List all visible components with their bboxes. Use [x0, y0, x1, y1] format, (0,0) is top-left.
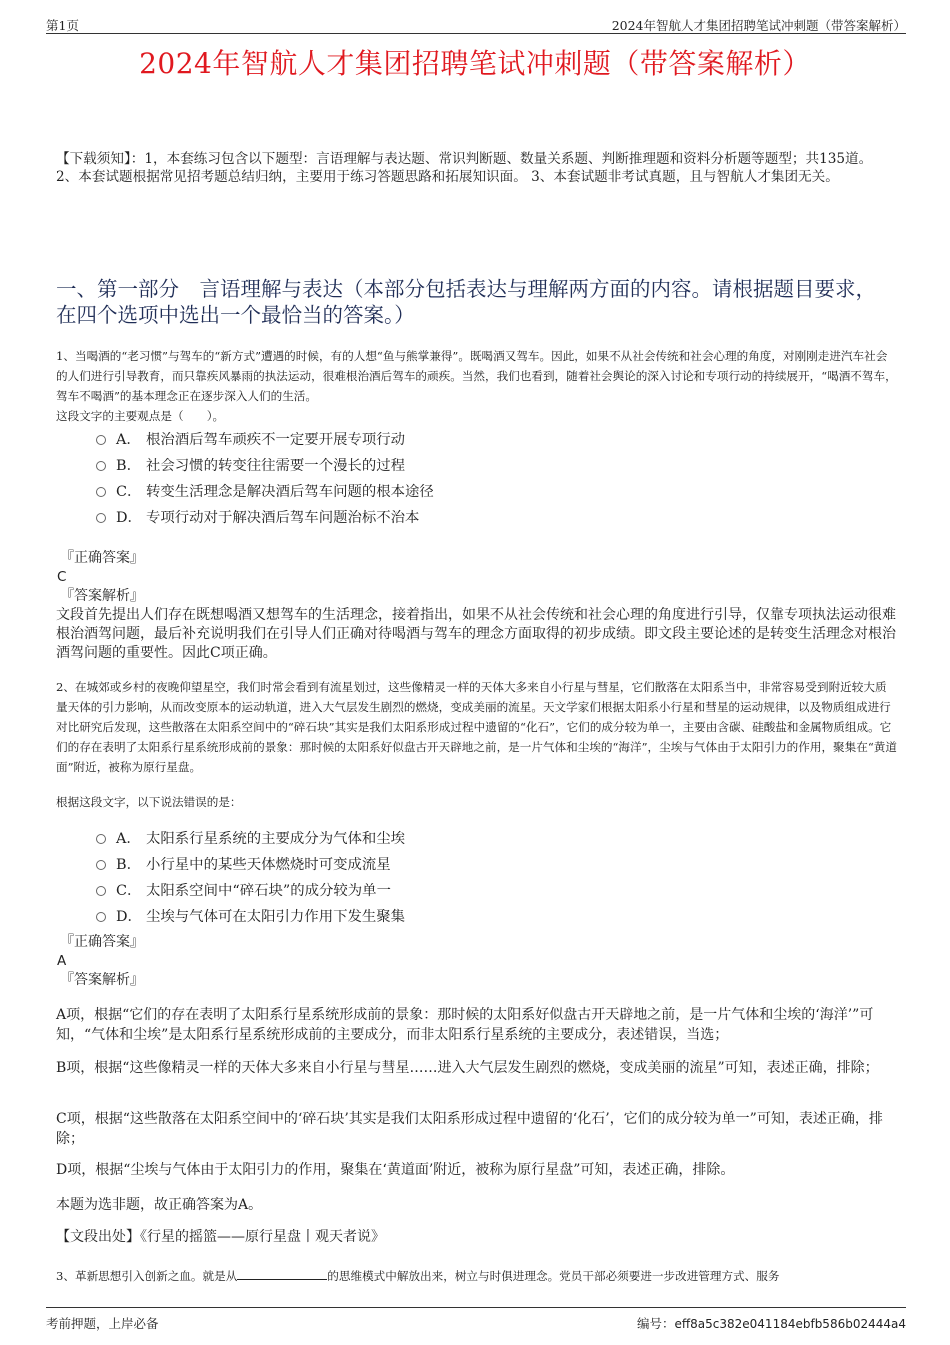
option-d[interactable] [96, 902, 796, 928]
document-title: 2024年智航人才集团招聘笔试冲刺题（带答案解析） [139, 47, 811, 80]
page-footer [46, 1307, 906, 1333]
analysis-item-b: B项，根据“这些像精灵一样的天体大多来自小行星与彗星……进入大气层发生剧烈的燃烧，变成美丽的流星”可知，表述正确，排除； [56, 1060, 879, 1076]
option-text: 小行星中的某些天体燃烧时可变成流星 [146, 856, 391, 873]
radio-icon[interactable] [96, 461, 106, 471]
question-1-options [96, 425, 796, 529]
code-label: 编号： [636, 1316, 675, 1331]
header-doc-title: 2024年智航人才集团招聘笔试冲刺题（带答案解析） [611, 18, 906, 33]
text-source: 【文段出处】《行星的摇篮——原行星盘丨观天者说》 [56, 1229, 385, 1245]
question-stem-text: 的思维模式中解放出来，树立与时俱进理念。党员干部必须要进一步改进管理方式、服务 [327, 1269, 780, 1283]
analysis-item-c: C项，根据“这些散落在太阳系空间中的‘碎石块’其实是我们太阳系形成过程中遗留的‘化石’，它们的成分较为单一”可知，表述正确，排除； [56, 1111, 883, 1147]
radio-icon[interactable] [96, 435, 106, 445]
question-1-stem [56, 346, 898, 426]
radio-icon[interactable] [96, 860, 106, 870]
option-letter: B． [116, 856, 141, 873]
question-2-answer [56, 933, 898, 990]
analysis-label: 『答案解析』 [60, 972, 144, 988]
option-letter: B． [116, 457, 141, 474]
page-header [46, 14, 906, 34]
radio-icon[interactable] [96, 834, 106, 844]
answer-value: A [57, 953, 67, 969]
option-text: 社会习惯的转变往往需要一个漫长的过程 [146, 457, 406, 474]
analysis-text: 文段首先提出人们存在既想喝酒又想驾车的生活理念，接着指出，如果不从社会传统和社会心理的角度进行引导，仅靠专项执法运动很难根治酒驾问题，最后补充说明我们在引导人们正确对待喝酒与驾车的理念方面取得的初步成绩。即文段主要论述的是转变生活理念对根治酒驾问题的重要性。因此C项正确。 [56, 607, 896, 661]
radio-icon[interactable] [96, 513, 106, 523]
option-text: 专项行动对于解决酒后驾车问题治标不治本 [146, 509, 420, 526]
question-2-options [96, 824, 796, 928]
option-b[interactable] [96, 850, 796, 876]
option-letter: C． [116, 483, 142, 500]
option-c[interactable] [96, 876, 796, 902]
download-notice: 【下载须知】：1，本套练习包含以下题型：言语理解与表达题、常识判断题、数量关系题、判断推理题和资料分析题等题型；共135道。 2、本套试题根据常见招考题总结归纳，主要用于练习答题思路和拓展知识面。 3、本套试题非考试真题，且与智航人才集团无关。 [56, 151, 873, 185]
radio-icon[interactable] [96, 487, 106, 497]
radio-icon[interactable] [96, 912, 106, 922]
question-prompt: 这段文字的主要观点是（ ）。 [56, 409, 225, 423]
fill-blank[interactable] [237, 1268, 327, 1280]
option-d[interactable] [96, 503, 796, 529]
option-text: 太阳系空间中“碎石块”的成分较为单一 [146, 882, 391, 899]
radio-icon[interactable] [96, 886, 106, 896]
option-text: 转变生活理念是解决酒后驾车问题的根本途径 [146, 483, 434, 500]
document-code [637, 1314, 906, 1332]
option-letter: D． [116, 908, 142, 925]
question-stem-text: 1、当喝酒的“老习惯”与驾车的“新方式”遭遇的时候，有的人想“鱼与熊掌兼得”。既喝酒又驾车。因此，如果不从社会传统和社会心理的角度，对刚刚走进汽车社会的人们进行引导教育，而只靠疾风暴雨的执法运动，很难根治酒后驾车的顽疾。当然，我们也看到，随着社会舆论的深入讨论和专项行动的持续展开，“喝酒不驾车，驾车不喝酒”的基本理念正在逐步深入人们的生活。 [56, 349, 897, 403]
question-2-prompt: 根据这段文字，以下说法错误的是： [56, 795, 242, 809]
page-number: 第1页 [46, 18, 79, 33]
option-c[interactable] [96, 477, 796, 503]
question-2-stem: 2、在城郊或乡村的夜晚仰望星空，我们时常会看到有流星划过，这些像精灵一样的天体大多来自小行星与彗星，它们散落在太阳系当中，非常容易受到附近较大质量天体的引力影响，从而改变原本的运动轨道，进入大气层发生剧烈的燃烧，变成美丽的流星。天文学家们根据太阳系小行星和彗星的运动规律，以及物质组成进行对比研究后发现，这些散落在太阳系空间中的“碎石块”其实是我们太阳系形成过程中遗留的“化石”，它们的成分较为单一，主要由含碳、硅酸盐和金属物质组成。它们的存在表明了太阳系行星系统形成前的景象：那时候的太阳系好似盘古开天辟地之前，是一片气体和尘埃的“海洋”，尘埃与气体由于太阳引力的作用，聚集在“黄道面”附近，被称为原行星盘。 [56, 680, 897, 774]
answer-value: C [57, 569, 67, 585]
analysis-conclusion: 本题为选非题，故正确答案为A。 [56, 1197, 263, 1213]
answer-label: 『正确答案』 [60, 550, 144, 566]
footer-slogan: 考前押题，上岸必备 [46, 1316, 159, 1331]
option-text: 太阳系行星系统的主要成分为气体和尘埃 [146, 830, 406, 847]
option-text: 尘埃与气体可在太阳引力作用下发生聚集 [146, 908, 406, 925]
answer-label: 『正确答案』 [60, 934, 144, 950]
question-1-answer [56, 549, 898, 663]
option-text: 根治酒后驾车顽疾不一定要开展专项行动 [146, 431, 406, 448]
option-letter: A． [116, 830, 141, 847]
option-a[interactable] [96, 824, 796, 850]
code-value: eff8a5c382e041184ebfb586b02444a4 [674, 1317, 906, 1331]
analysis-item-a: A项，根据“它们的存在表明了太阳系行星系统形成前的景象：那时候的太阳系好似盘古开天辟地之前，是一片气体和尘埃的‘海洋’”可知，“气体和尘埃”是太阳系行星系统形成前的主要成分，而非太阳系行星系统的主要成分，表述错误，当选； [56, 1007, 874, 1043]
question-stem-text: 3、革新思想引入创新之血。就是从 [56, 1269, 238, 1283]
option-letter: A． [116, 431, 141, 448]
option-letter: D． [116, 509, 142, 526]
option-b[interactable] [96, 451, 796, 477]
question-3-stem [56, 1266, 898, 1286]
option-letter: C． [116, 882, 142, 899]
analysis-item-d: D项，根据“尘埃与气体由于太阳引力的作用，聚集在‘黄道面’附近，被称为原行星盘”可知，表述正确，排除。 [56, 1162, 735, 1178]
analysis-label: 『答案解析』 [60, 588, 144, 604]
option-a[interactable] [96, 425, 796, 451]
section-title: 一、第一部分 言语理解与表达（本部分包括表达与理解两方面的内容。请根据题目要求，在四个选项中选出一个最恰当的答案。） [56, 277, 876, 327]
